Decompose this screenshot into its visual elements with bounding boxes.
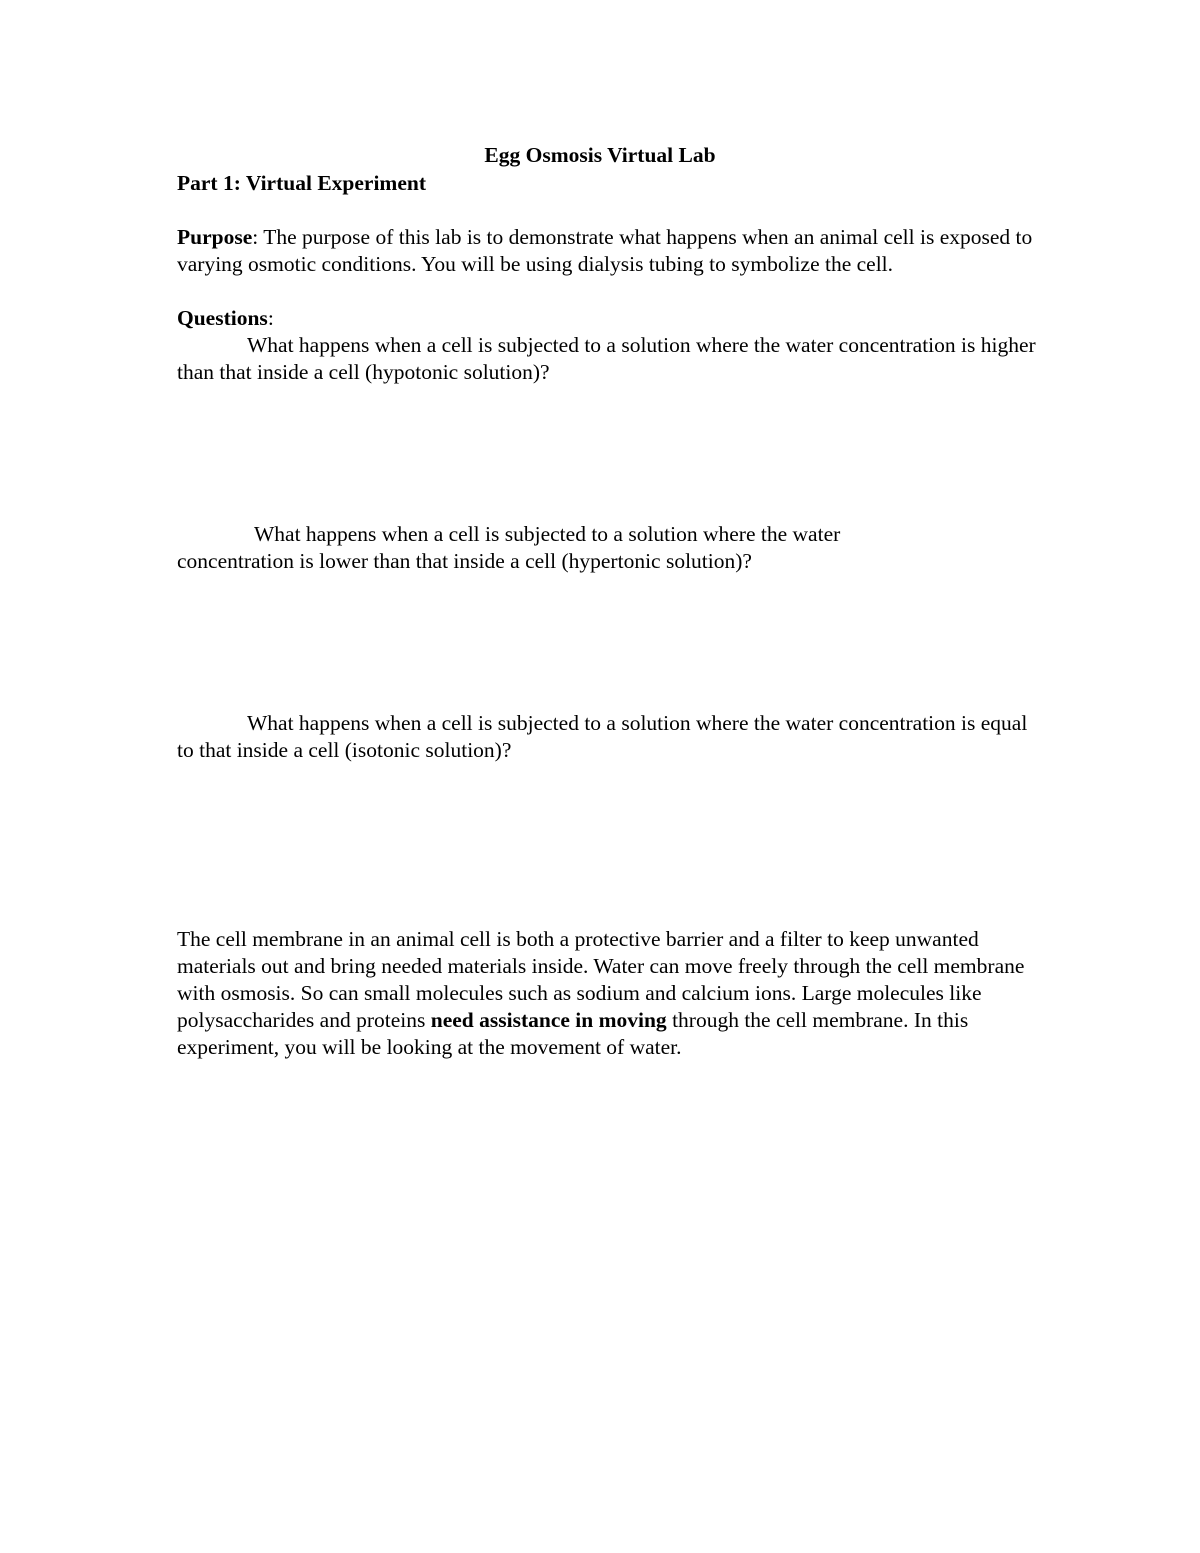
question-hypertonic: What happens when a cell is subjected to a solution where the water concentration is lower than that inside a cell (hypertonic solution)?	[177, 522, 841, 573]
closing-paragraph	[177, 926, 1037, 1061]
closing-text-end: through the cell membrane. In this experiment, you will be looking at the movement of water.	[177, 1008, 969, 1059]
document-title: Egg Osmosis Virtual Lab	[484, 143, 716, 167]
document-body	[177, 141, 1037, 1061]
questions-label: Questions	[177, 306, 268, 330]
closing-text-start: The cell membrane in an animal cell is both a protective barrier and a filter to keep unwanted materials out and bring needed materials inside. Water can move freely through the cell membrane with osmosis. So can small molecules such as sodium and calcium ions. Large molecules like polysaccharides and proteins	[177, 927, 1025, 1032]
closing-emphasis: need assistance in moving	[430, 1008, 667, 1032]
question-hypotonic: What happens when a cell is subjected to a solution where the water concentration is higher than that inside a cell (hypotonic solution)?	[177, 333, 1036, 384]
questions-heading	[177, 305, 1037, 332]
purpose-text: : The purpose of this lab is to demonstrate what happens when an animal cell is exposed to varying osmotic conditions. You will be using dialysis tubing to symbolize the cell.	[177, 225, 1033, 276]
purpose-label: Purpose	[177, 225, 253, 249]
part-heading: Part 1: Virtual Experiment	[177, 171, 426, 195]
purpose-paragraph	[177, 224, 1037, 278]
questions-suffix: :	[267, 306, 274, 330]
question-isotonic: What happens when a cell is subjected to a solution where the water concentration is equal to that inside a cell (isotonic solution)?	[177, 711, 1028, 762]
